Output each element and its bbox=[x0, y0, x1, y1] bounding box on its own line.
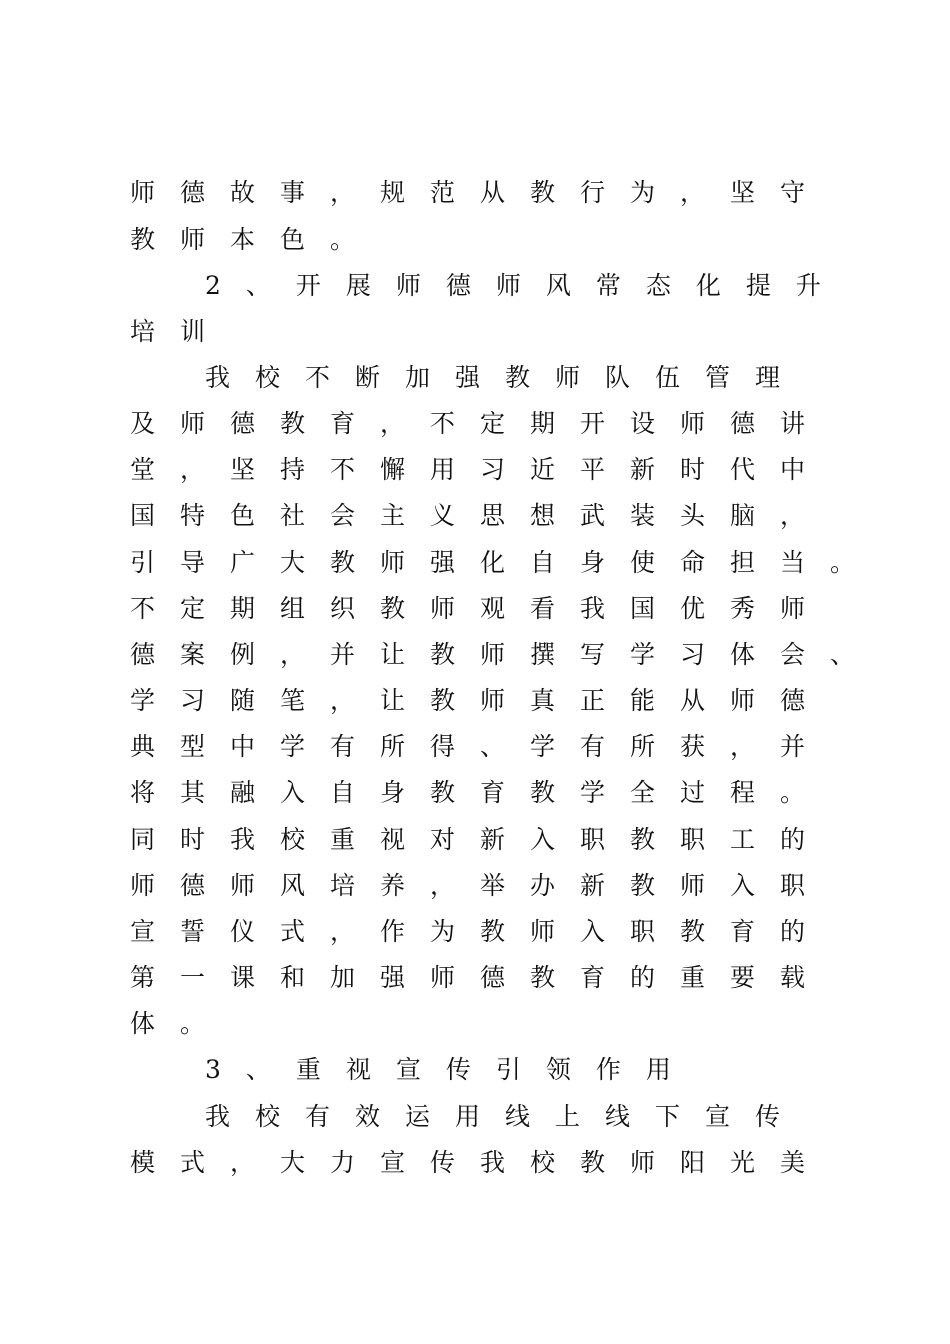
text-line: 同时我校重视对新入职教职工的 bbox=[130, 825, 831, 854]
text-line: 将其融入自身教育教学全过程。 bbox=[130, 778, 831, 807]
text-line: 师德师风培养，举办新教师入职 bbox=[130, 871, 831, 900]
text-line: 师德故事，规范从教行为，坚守 bbox=[130, 178, 831, 207]
section-heading-2: 2、开展师德师风常态化提升 bbox=[205, 271, 846, 300]
section-heading-3: 3、重视宣传引领作用 bbox=[205, 1055, 696, 1084]
text-line: 宣誓仪式，作为教师入职教育的 bbox=[130, 917, 831, 946]
text-line: 典型中学有所得、学有所获，并 bbox=[130, 732, 831, 761]
text-line: 堂，坚持不懈用习近平新时代中 bbox=[130, 455, 831, 484]
text-line: 及师德教育，不定期开设师德讲 bbox=[130, 409, 831, 438]
text-line: 教师本色。 bbox=[130, 225, 381, 254]
text-line: 国特色社会主义思想武装头脑， bbox=[130, 501, 831, 530]
text-line: 第一课和加强师德教育的重要载 bbox=[130, 963, 831, 992]
text-line: 培训 bbox=[130, 317, 231, 346]
text-line: 模式，大力宣传我校教师阳光美 bbox=[130, 1148, 831, 1177]
paragraph-first-line: 我校不断加强教师队伍管理 bbox=[205, 363, 806, 392]
text-line: 引导广大教师强化自身使命担当。 bbox=[130, 548, 881, 577]
paragraph-first-line: 我校有效运用线上线下宣传 bbox=[205, 1102, 806, 1131]
text-line: 不定期组织教师观看我国优秀师 bbox=[130, 594, 831, 623]
text-line: 体。 bbox=[130, 1009, 231, 1038]
text-line: 德案例，并让教师撰写学习体会、 bbox=[130, 640, 881, 669]
text-line: 学习随笔，让教师真正能从师德 bbox=[130, 686, 831, 715]
